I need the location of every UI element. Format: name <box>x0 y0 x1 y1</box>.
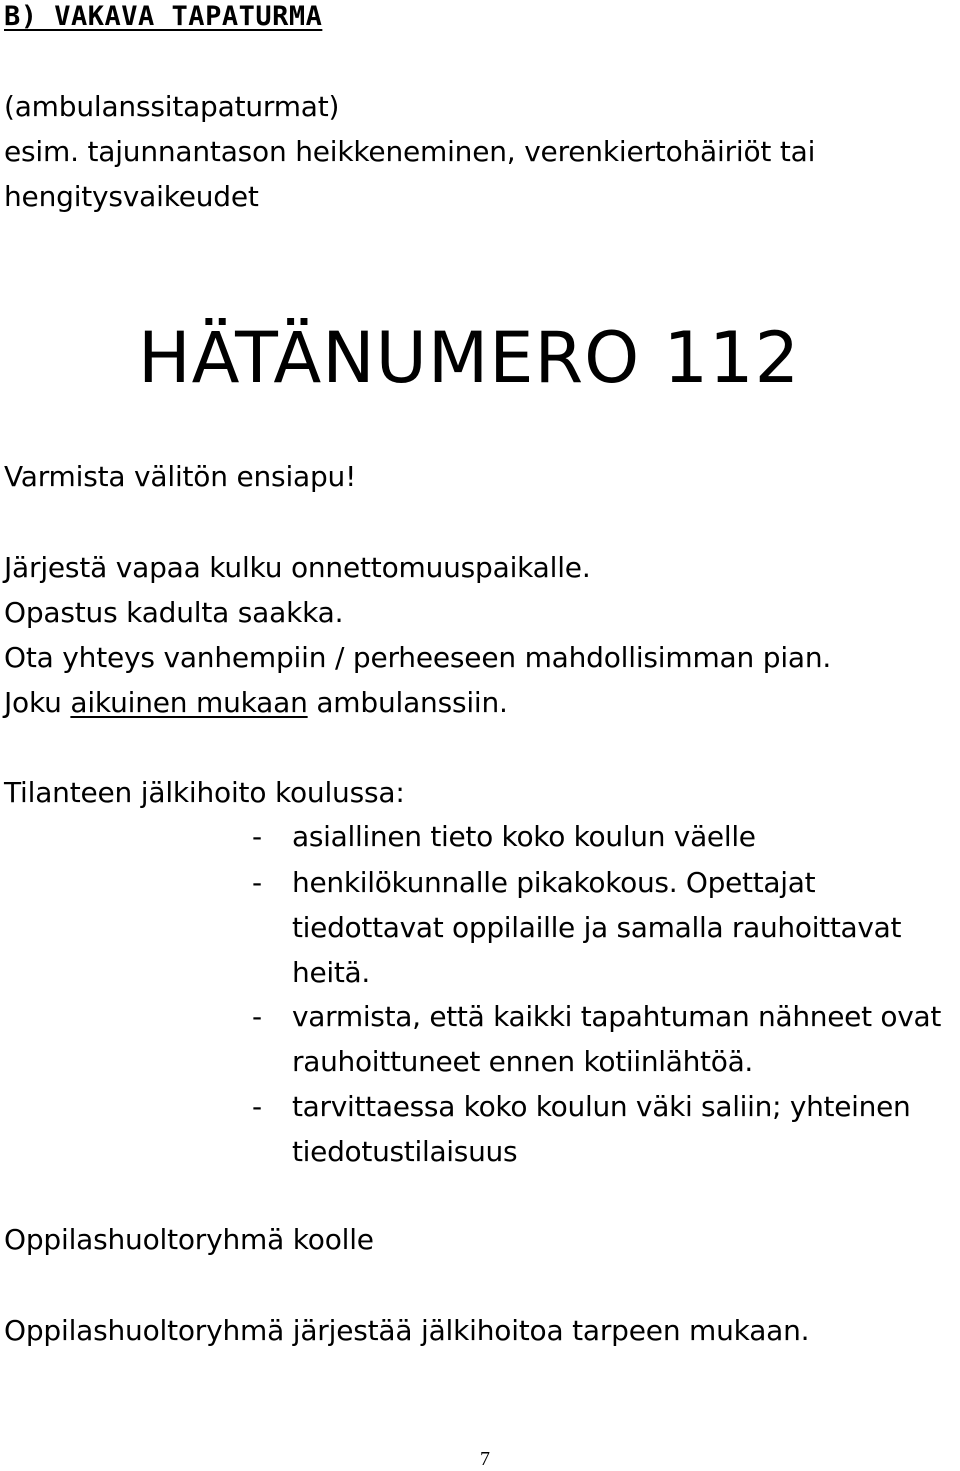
step-line-4-underlined: aikuinen mukaan <box>70 686 308 719</box>
intro-line-1: (ambulanssitapaturmat) <box>4 90 340 123</box>
dash-marker: - <box>252 1000 263 1033</box>
intro-line-3: hengitysvaikeudet <box>4 180 259 213</box>
aftercare-item <box>252 814 960 859</box>
group-aftercare: Oppilashuoltoryhmä järjestää jälkihoitoa tarpeen mukaan. <box>4 1314 810 1347</box>
page-number: 7 <box>480 1448 490 1470</box>
aftercare-item <box>252 1084 960 1174</box>
step-line-4-suffix: ambulanssiin. <box>307 686 508 719</box>
dash-marker: - <box>252 1090 263 1123</box>
aftercare-title: Tilanteen jälkihoito koulussa: <box>4 776 405 809</box>
first-aid-note: Varmista välitön ensiapu! <box>4 460 357 493</box>
dash-marker: - <box>252 866 263 899</box>
aftercare-item <box>252 994 960 1084</box>
step-line-2: Opastus kadulta saakka. <box>4 596 344 629</box>
intro-line-2: esim. tajunnantason heikkeneminen, verenkiertohäiriöt tai <box>4 135 816 168</box>
aftercare-item-text: asiallinen tieto koko koulun väelle <box>292 820 756 853</box>
emergency-number: HÄTÄNUMERO 112 <box>138 317 801 399</box>
step-line-4-prefix: Joku <box>4 686 71 719</box>
step-line-1: Järjestä vapaa kulku onnettomuuspaikalle. <box>4 551 591 584</box>
group-meeting: Oppilashuoltoryhmä koolle <box>4 1223 374 1256</box>
aftercare-item-text: varmista, että kaikki tapahtuman nähneet ovat rauhoittuneet ennen kotiinlähtöä. <box>292 1000 942 1078</box>
step-line-3: Ota yhteys vanhempiin / perheeseen mahdollisimman pian. <box>4 641 832 674</box>
aftercare-item-text: tarvittaessa koko koulun väki saliin; yhteinen tiedotustilaisuus <box>292 1090 911 1168</box>
section-heading: B) VAKAVA TAPATURMA <box>4 1 323 32</box>
dash-marker: - <box>252 820 263 853</box>
aftercare-item-text: henkilökunnalle pikakokous. Opettajat tiedottavat oppilaille ja samalla rauhoittavat heitä. <box>292 866 902 989</box>
aftercare-item <box>252 860 960 995</box>
step-line-4 <box>4 686 508 720</box>
